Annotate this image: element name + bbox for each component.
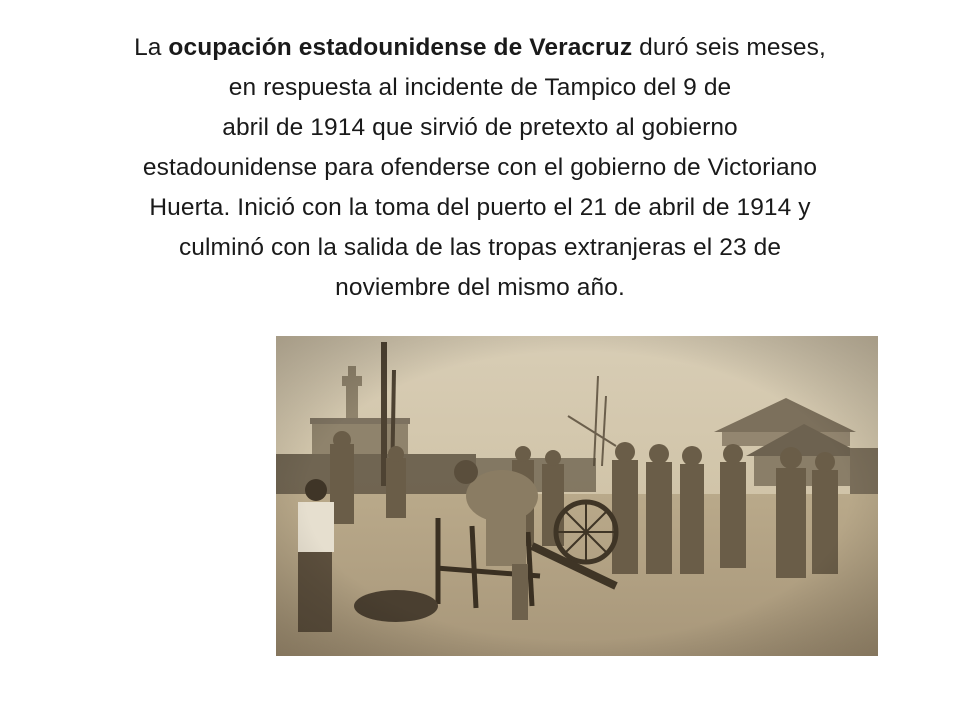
- caption-paragraph: [50, 28, 910, 308]
- historical-photo: [276, 336, 878, 656]
- caption-line-3: abril de 1914 que sirvió de pretexto al gobierno: [222, 114, 738, 141]
- caption-line-4: estadounidense para ofenderse con el gobierno de Victoriano: [142, 154, 818, 181]
- caption-prefix: La: [134, 34, 169, 61]
- caption-line-7: noviembre del mismo año.: [335, 274, 625, 301]
- caption-bold-phrase: ocupación estadounidense de Veracruz: [168, 34, 633, 61]
- caption-line-5: Huerta. Inició con la toma del puerto el 21 de abril de 1914 y: [149, 194, 811, 221]
- caption-line-6: culminó con la salida de las tropas extranjeras el 23 de: [178, 234, 782, 261]
- caption-line-1: [50, 28, 910, 68]
- sepia-photo-illustration: [276, 336, 878, 656]
- caption-suffix: duró seis meses,: [632, 34, 826, 61]
- caption-line-2: en respuesta al incidente de Tampico del 9 de: [228, 74, 732, 101]
